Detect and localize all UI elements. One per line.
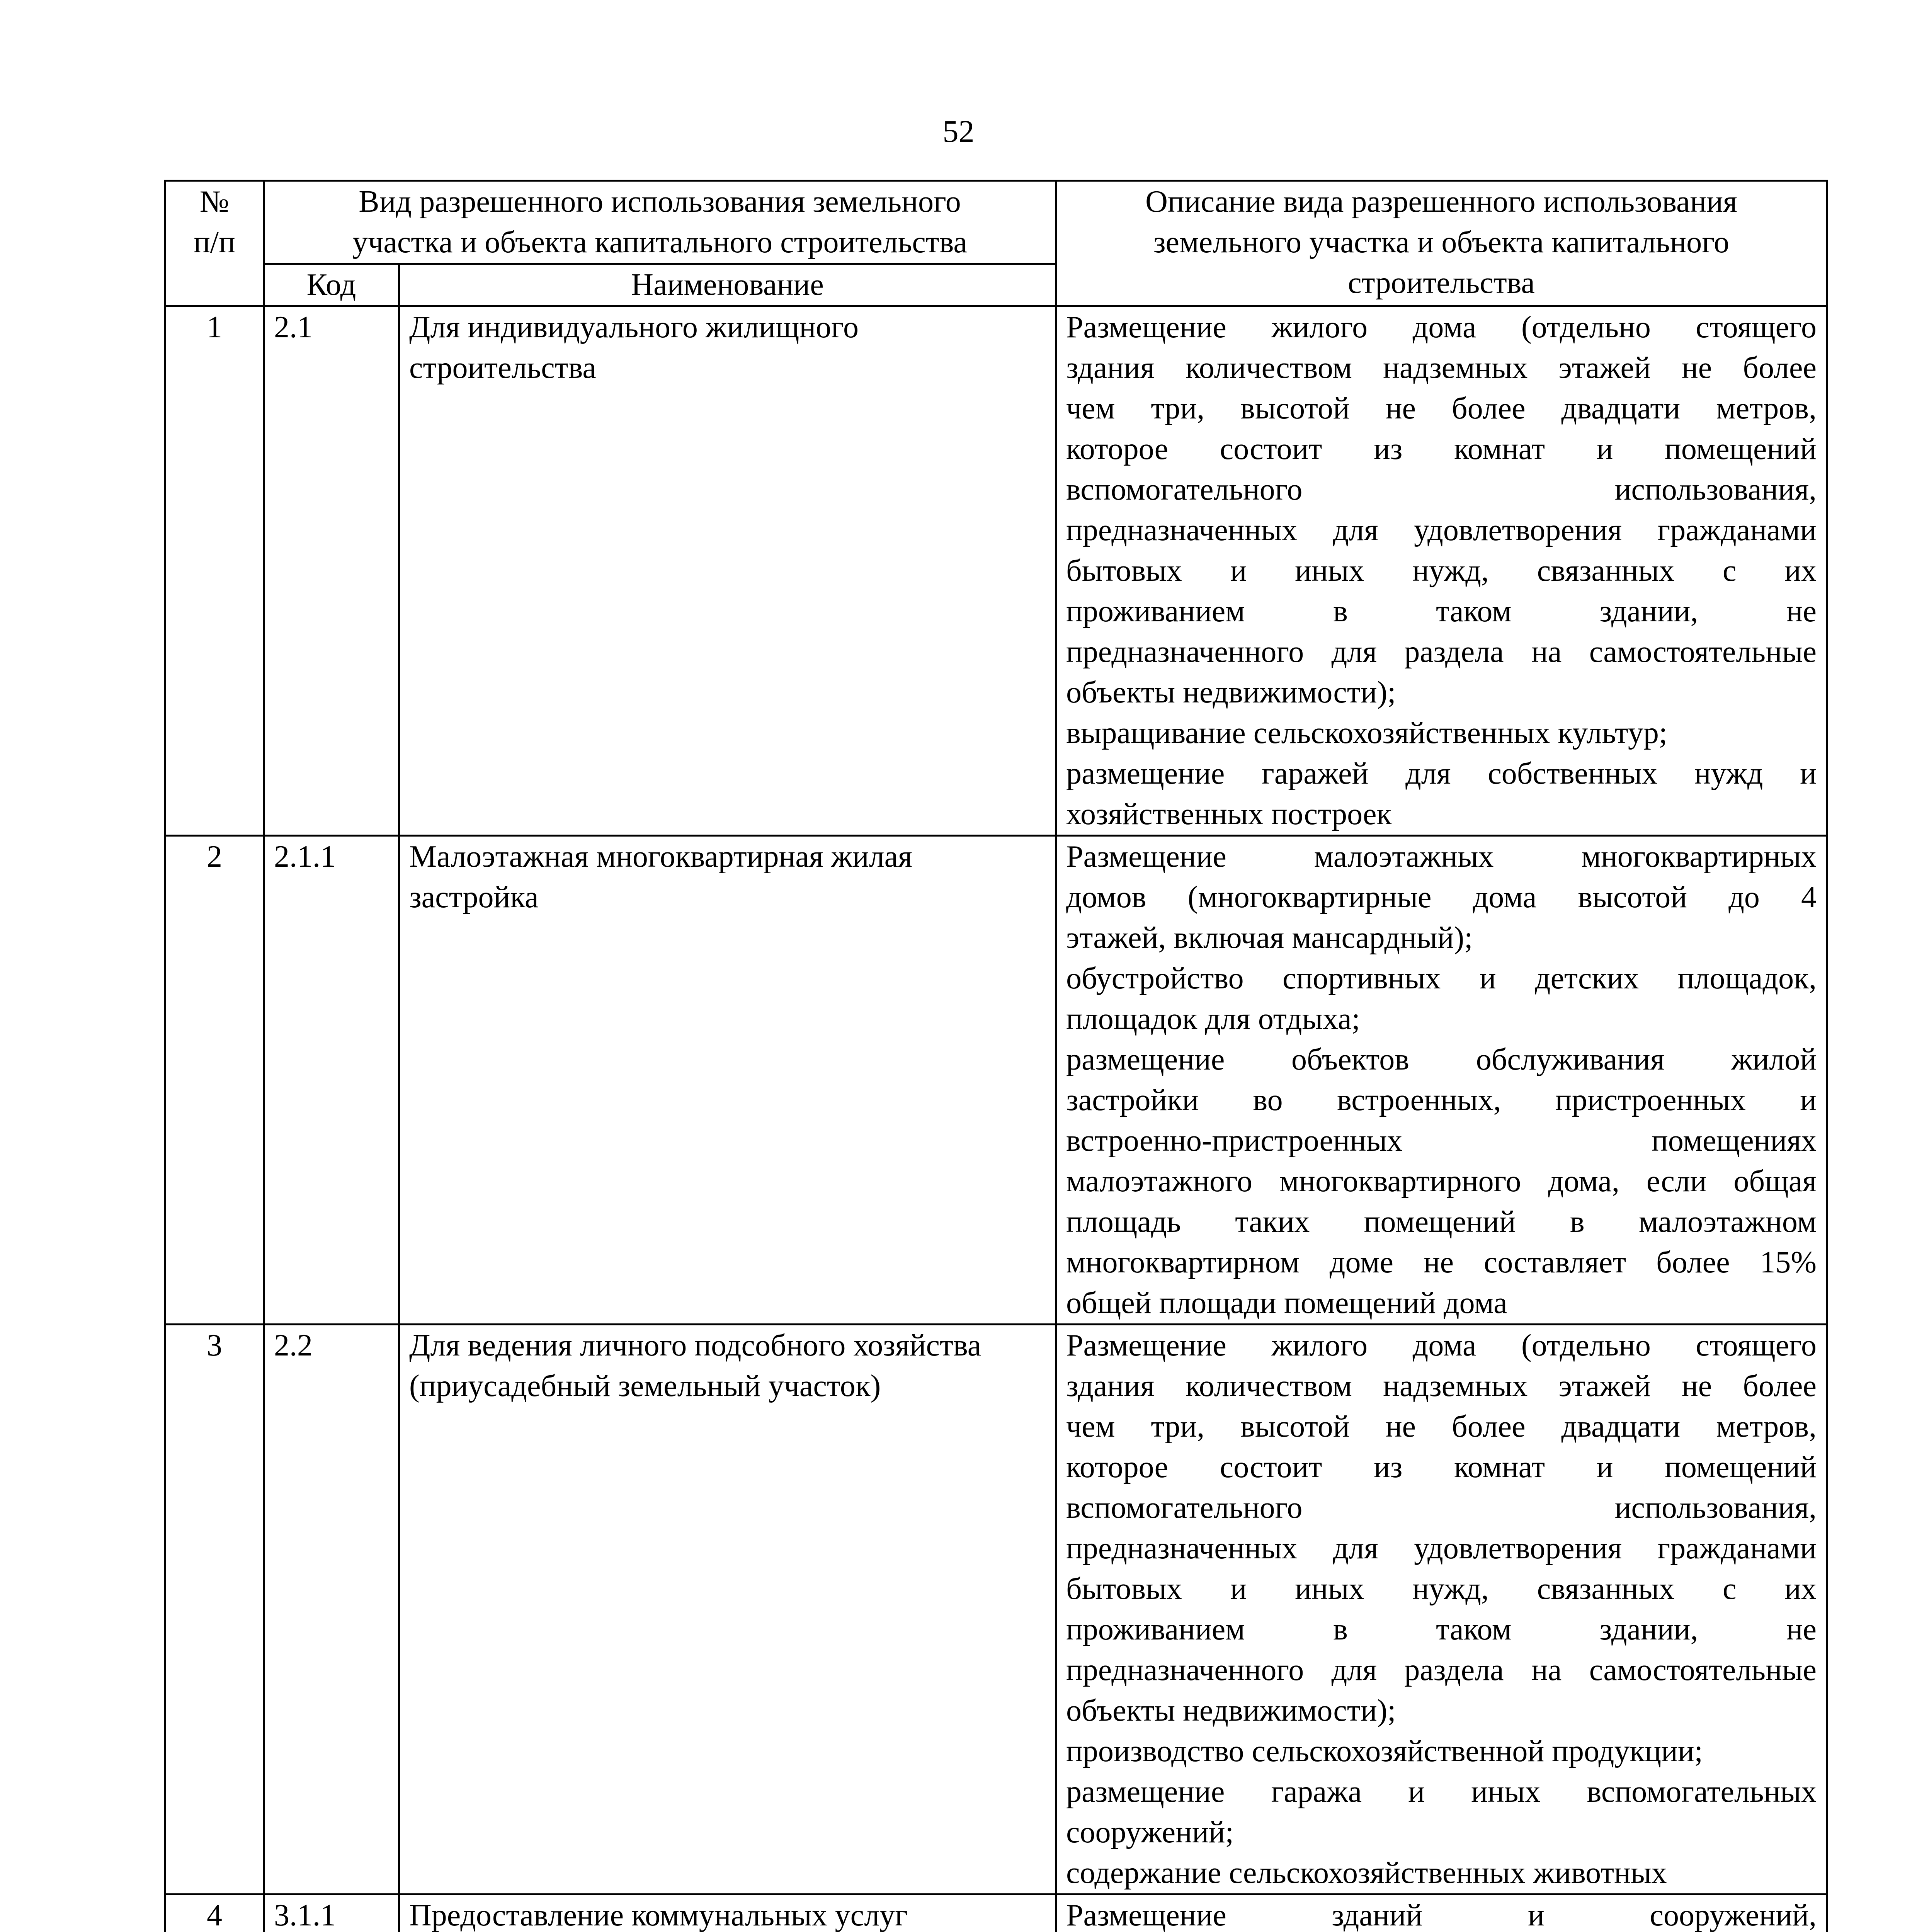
description-line: Размещение зданий и сооружений,: [1066, 1898, 1817, 1932]
description-line: размещение гаражей для собственных нужд и: [1066, 757, 1817, 791]
row-code: 2.2: [264, 1325, 399, 1895]
opisanie-header-line-2: земельного участка и объекта капитального: [1153, 225, 1730, 259]
description-line: проживанием в таком здании, не: [1066, 594, 1817, 628]
description-line: этажей, включая мансардный);: [1066, 921, 1473, 955]
description-line: объекты недвижимости);: [1066, 1694, 1396, 1728]
description-line: многоквартирном доме не составляет более 15%: [1066, 1245, 1817, 1279]
description-line: домов (многоквартирные дома высотой до 4: [1066, 880, 1817, 914]
description-line: предназначенного для раздела на самостоятельные: [1066, 1653, 1817, 1687]
row-name: Для индивидуального жилищного строительства: [399, 306, 1056, 836]
num-header-symbol: №: [199, 185, 230, 219]
row-code: 2.1: [264, 306, 399, 836]
table-row: [165, 1325, 1827, 1895]
description-line: предназначенных для удовлетворения гражданами: [1066, 513, 1817, 547]
description-line: предназначенных для удовлетворения гражданами: [1066, 1531, 1817, 1565]
description-line: общей площади помещений дома: [1066, 1286, 1507, 1320]
table-row: [165, 1895, 1827, 1932]
opisanie-header-line-1: Описание вида разрешенного использования: [1145, 185, 1737, 219]
description-line: площадь таких помещений в малоэтажном: [1066, 1205, 1817, 1239]
kod-header: Код: [264, 264, 399, 306]
row-code: 3.1.1: [264, 1895, 399, 1932]
page-number: 52: [942, 114, 975, 149]
description-line: Размещение малоэтажных многоквартирных: [1066, 840, 1817, 874]
vid-header-line-2: участка и объекта капитального строительства: [352, 225, 967, 259]
description-line: обустройство спортивных и детских площадок,: [1066, 961, 1817, 995]
description-line: объекты недвижимости);: [1066, 675, 1396, 709]
description-line: производство сельскохозяйственной продукции;: [1066, 1734, 1703, 1768]
description-line: чем три, высотой не более двадцати метров,: [1066, 1410, 1817, 1444]
description-line: сооружений;: [1066, 1815, 1234, 1849]
description-line: размещение гаража и иных вспомогательных: [1066, 1775, 1817, 1809]
vid-header: [264, 181, 1056, 264]
opisanie-header: [1056, 181, 1827, 306]
row-name: Предоставление коммунальных услуг: [399, 1895, 1056, 1932]
row-name: Малоэтажная многоквартирная жилая застройка: [399, 836, 1056, 1325]
description-line: предназначенного для раздела на самостоятельные: [1066, 635, 1817, 669]
num-header: [165, 181, 264, 306]
land-use-table: [164, 180, 1828, 1932]
description-line: вспомогательного использования,: [1066, 473, 1817, 507]
opisanie-header-line-3: строительства: [1348, 266, 1535, 300]
description-line: Размещение жилого дома (отдельно стоящего: [1066, 1328, 1817, 1362]
description-line: выращивание сельскохозяйственных культур;: [1066, 716, 1668, 750]
row-number: 3: [165, 1325, 264, 1895]
row-description: [1056, 1325, 1827, 1895]
row-number: 1: [165, 306, 264, 836]
description-line: вспомогательного использования,: [1066, 1491, 1817, 1525]
description-line: застройки во встроенных, пристроенных и: [1066, 1083, 1817, 1117]
description-line: здания количеством надземных этажей не более: [1066, 351, 1817, 385]
num-header-label: п/п: [194, 225, 235, 259]
row-name: Для ведения личного подсобного хозяйства (приусадебный земельный участок): [399, 1325, 1056, 1895]
table-row: [165, 836, 1827, 1325]
table-body: [165, 306, 1827, 1932]
table-header-row: [165, 181, 1827, 264]
description-line: чем три, высотой не более двадцати метров,: [1066, 391, 1817, 425]
description-line: которое состоит из комнат и помещений: [1066, 1450, 1817, 1484]
vid-header-line-1: Вид разрешенного использования земельного: [359, 185, 961, 219]
row-number: 2: [165, 836, 264, 1325]
row-code: 2.1.1: [264, 836, 399, 1325]
description-line: малоэтажного многоквартирного дома, если общая: [1066, 1164, 1817, 1198]
description-line: которое состоит из комнат и помещений: [1066, 432, 1817, 466]
table-row: [165, 306, 1827, 836]
row-number: 4: [165, 1895, 264, 1932]
description-line: хозяйственных построек: [1066, 797, 1392, 831]
description-line: здания количеством надземных этажей не более: [1066, 1369, 1817, 1403]
description-line: Размещение жилого дома (отдельно стоящего: [1066, 310, 1817, 344]
row-description: [1056, 1895, 1827, 1932]
row-description: [1056, 836, 1827, 1325]
description-line: бытовых и иных нужд, связанных с их: [1066, 1572, 1817, 1606]
description-line: содержание сельскохозяйственных животных: [1066, 1856, 1667, 1890]
naimenovanie-header: Наименование: [399, 264, 1056, 306]
description-line: бытовых и иных нужд, связанных с их: [1066, 554, 1817, 588]
description-line: площадок для отдыха;: [1066, 1002, 1360, 1036]
description-line: встроенно-пристроенных помещениях: [1066, 1124, 1817, 1158]
description-line: размещение объектов обслуживания жилой: [1066, 1043, 1817, 1077]
description-line: проживанием в таком здании, не: [1066, 1612, 1817, 1646]
row-description: [1056, 306, 1827, 836]
